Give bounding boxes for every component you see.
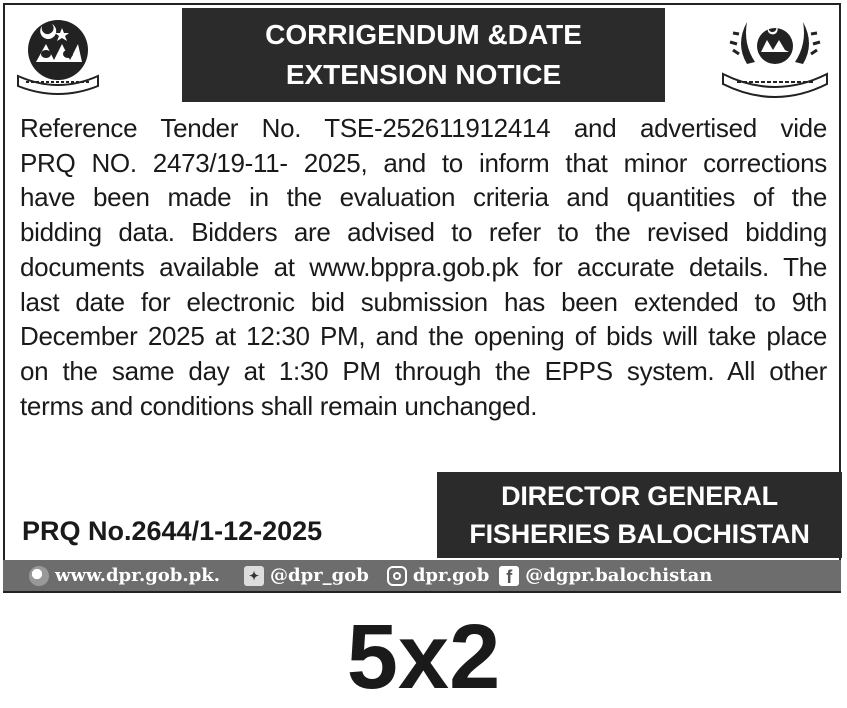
signatory-line-2: FISHERIES BALOCHISTAN: [469, 519, 810, 549]
footer-facebook[interactable]: [499, 565, 712, 586]
twitter-text: @dpr_gob: [269, 565, 369, 586]
footer-website[interactable]: [3, 565, 220, 586]
dgpr-emblem-icon: [717, 14, 833, 98]
signatory-line-1: DIRECTOR GENERAL: [501, 481, 778, 511]
footer-instagram[interactable]: [387, 565, 489, 586]
body-line: PRQ NO. 2473/19-11- 2025, and to inform that minor corrections: [20, 147, 827, 178]
title-line-1: CORRIGENDUM &DATE: [265, 19, 582, 50]
twitter-icon: ✦: [244, 566, 264, 586]
instagram-text: dpr.gob: [412, 565, 490, 586]
body-line: last date for electronic bid submission has been extended to 9th: [20, 286, 827, 317]
body-line: have been made in the evaluation criteria and quantities of the: [20, 182, 827, 213]
facebook-icon: f: [499, 566, 519, 586]
body-line: terms and conditions shall remain unchanged.: [20, 390, 538, 421]
ad-size-label: 5x2: [346, 606, 501, 708]
notice-title-banner: [182, 8, 665, 102]
prq-number: PRQ No.2644/1-12-2025: [22, 516, 323, 546]
facebook-text: @dgpr.balochistan: [525, 565, 713, 586]
body-line: bidding data. Bidders are advised to refer to the revised bidding: [20, 217, 827, 248]
body-line: December 2025 at 12:30 PM, and the opening of bids will take place: [20, 321, 827, 352]
title-line-2: EXTENSION NOTICE: [285, 59, 562, 90]
contact-footer: [3, 560, 841, 591]
signatory-banner: [437, 472, 842, 558]
instagram-icon: [387, 566, 407, 586]
body-line: on the same day at 1:30 PM through the EPPS system. All other: [20, 355, 827, 386]
globe-icon: [29, 566, 49, 586]
website-text: www.dpr.gob.pk.: [55, 565, 220, 586]
footer-twitter[interactable]: [244, 565, 369, 586]
body-line: documents available at www.bppra.gob.pk for accurate details. The: [20, 251, 827, 282]
body-line: Reference Tender No. TSE-252611912414 and advertised vide: [20, 113, 827, 143]
balochistan-emblem-icon: [12, 14, 104, 98]
notice-body: [20, 111, 827, 423]
